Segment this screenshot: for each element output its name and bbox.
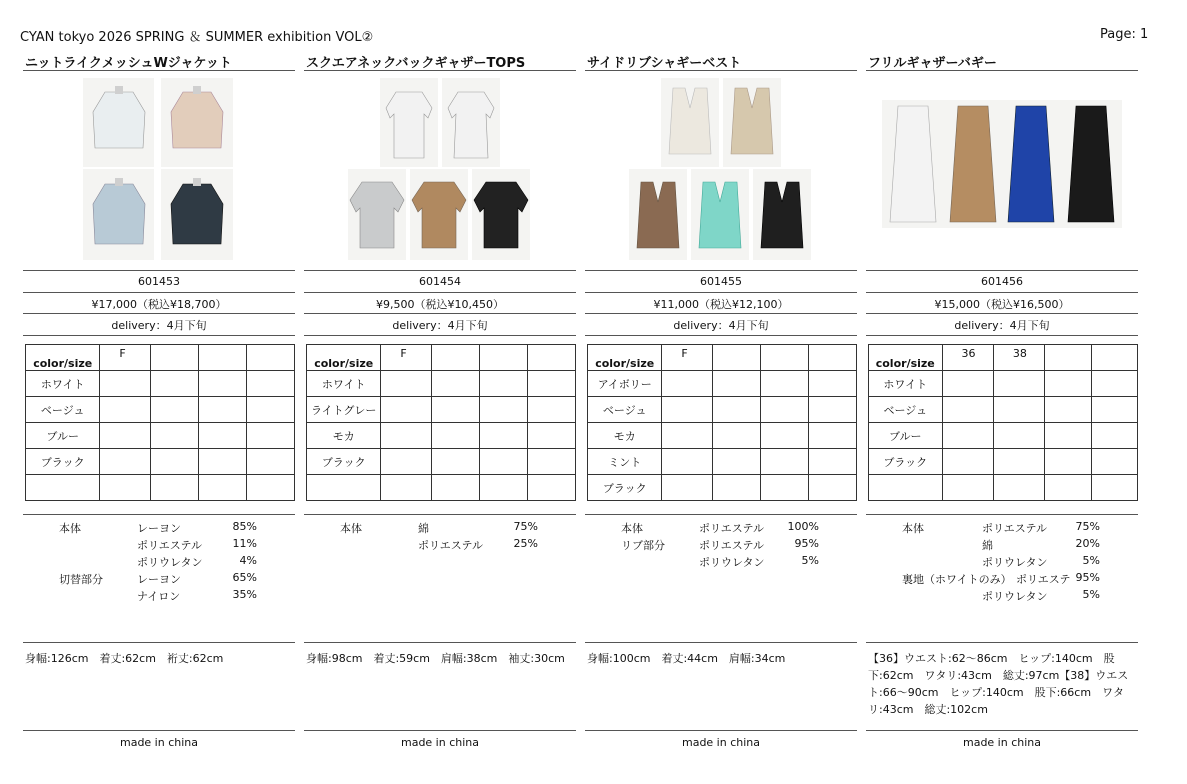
divider [304, 514, 576, 515]
measurements: 身幅:100cm 着丈:44cm 肩幅:34cm [587, 652, 786, 665]
divider [304, 335, 576, 336]
product-title: フリルギャザーバギー [868, 56, 997, 71]
divider [304, 730, 576, 731]
size-header [1045, 345, 1091, 371]
color-size-table [306, 344, 576, 501]
product-code: 601456 [981, 275, 1023, 288]
size-header: F [381, 345, 431, 371]
product-price: ¥17,000（税込¥18,700） [91, 298, 227, 311]
color-label: ベージュ [869, 397, 943, 423]
color-label: ミント [588, 449, 662, 475]
color-label: ベージュ [26, 397, 100, 423]
measurements: 【36】ウエスト:62～86cm ヒップ:140cm 股下:62cm ワタリ:43cm 総丈:97cm【38】ウエスト:66～90cm ヒップ:140cm 股下:66cm ワタリ:43cm 総丈:102cm [868, 652, 1129, 716]
divider [585, 730, 857, 731]
divider [23, 730, 295, 731]
measurements: 身幅:98cm 着丈:59cm 肩幅:38cm 袖丈:30cm [306, 652, 565, 665]
fabric-row: ポリウレタン 4% [137, 554, 257, 569]
product-column-2 [304, 50, 576, 750]
divider [585, 514, 857, 515]
divider [866, 514, 1138, 515]
size-header [431, 345, 479, 371]
divider [23, 313, 295, 314]
divider [304, 642, 576, 643]
color-label: アイボリー [588, 371, 662, 397]
divider [585, 292, 857, 293]
document-title: CYAN tokyo 2026 SPRING ＆ SUMMER exhibition VOL② [20, 30, 374, 45]
pants-blue [1008, 106, 1054, 222]
color-label: ブルー [26, 423, 100, 449]
fabric-composition [23, 520, 295, 605]
size-header: 36 [942, 345, 993, 371]
fabric-row: ナイロン 35% [137, 588, 257, 603]
pants-white [890, 106, 936, 222]
product-title: スクエアネックバックギャザーTOPS [306, 56, 526, 71]
country-of-origin: made in china [119, 736, 198, 749]
product-price: ¥11,000（税込¥12,100） [653, 298, 789, 311]
color-label: モカ [588, 423, 662, 449]
color-label: ホワイト [307, 371, 381, 397]
color-label [869, 475, 943, 501]
fabric-row: 切替部分 レーヨン 65% [59, 571, 257, 586]
delivery: delivery：4月下旬 [111, 319, 207, 332]
product-price: ¥15,000（税込¥16,500） [934, 298, 1070, 311]
color-size-header: color/size [307, 345, 381, 371]
color-label [307, 475, 381, 501]
size-header [527, 345, 575, 371]
color-label [26, 475, 100, 501]
color-size-table [868, 344, 1138, 501]
page-number: Page: 1 [1100, 27, 1149, 42]
divider [23, 642, 295, 643]
size-header [808, 345, 856, 371]
divider [304, 270, 576, 271]
fabric-row: 本体 ポリエステル 100% [621, 520, 819, 535]
color-label: ブラック [869, 449, 943, 475]
size-header: F [100, 345, 150, 371]
color-size-table [25, 344, 295, 501]
divider [23, 335, 295, 336]
size-header: 38 [993, 345, 1044, 371]
color-label: ブラック [307, 449, 381, 475]
size-header [150, 345, 198, 371]
fabric-row: 本体 綿 75% [340, 520, 538, 535]
pants-black [1068, 106, 1114, 222]
color-size-header: color/size [869, 345, 943, 371]
country-of-origin: made in china [962, 736, 1041, 749]
product-photo [348, 78, 532, 260]
color-label: ライトグレー [307, 397, 381, 423]
divider [585, 70, 857, 71]
product-title: ニットライクメッシュWジャケット [25, 56, 232, 71]
color-label: ブルー [869, 423, 943, 449]
divider [866, 292, 1138, 293]
fabric-row: 綿 20% [982, 537, 1100, 552]
product-code: 601454 [419, 275, 461, 288]
fabric-row: ポリエステル 11% [137, 537, 257, 552]
product-photo [882, 100, 1122, 228]
divider [23, 270, 295, 271]
product-photo [83, 78, 235, 260]
size-header [1091, 345, 1137, 371]
divider [585, 642, 857, 643]
fabric-row: 本体 レーヨン 85% [59, 520, 257, 535]
divider [585, 313, 857, 314]
divider [23, 292, 295, 293]
country-of-origin: made in china [400, 736, 479, 749]
color-size-header: color/size [26, 345, 100, 371]
product-column-1 [23, 50, 295, 750]
divider [304, 292, 576, 293]
product-price: ¥9,500（税込¥10,450） [376, 298, 504, 311]
color-label: ブラック [588, 475, 662, 501]
fabric-row: 裏地（ホワイトのみ） ポリエステ 95% [902, 571, 1100, 586]
size-header: F [662, 345, 712, 371]
country-of-origin: made in china [681, 736, 760, 749]
divider [23, 70, 295, 71]
fabric-row: リブ部分 ポリエステル 95% [621, 537, 819, 552]
fabric-row: ポリウレタン 5% [982, 588, 1100, 603]
divider [304, 313, 576, 314]
fabric-composition [304, 520, 576, 554]
size-header [479, 345, 527, 371]
measurements: 身幅:126cm 着丈:62cm 裄丈:62cm [25, 652, 224, 665]
product-column-4 [866, 50, 1138, 750]
fabric-row: ポリエステル 25% [418, 537, 538, 552]
color-size-header: color/size [588, 345, 662, 371]
divider [23, 514, 295, 515]
delivery: delivery：4月下旬 [673, 319, 769, 332]
divider [866, 270, 1138, 271]
color-size-table [587, 344, 857, 501]
color-label: ベージュ [588, 397, 662, 423]
product-code: 601453 [138, 275, 180, 288]
size-header [760, 345, 808, 371]
divider [585, 270, 857, 271]
divider [866, 70, 1138, 71]
color-label: モカ [307, 423, 381, 449]
color-label: ホワイト [26, 371, 100, 397]
divider [585, 335, 857, 336]
fabric-composition [866, 520, 1138, 605]
color-label: ブラック [26, 449, 100, 475]
fabric-row: ポリウレタン 5% [699, 554, 819, 569]
size-header [198, 345, 246, 371]
fabric-composition [585, 520, 857, 571]
delivery: delivery：4月下旬 [954, 319, 1050, 332]
product-photo [629, 78, 813, 260]
size-header [246, 345, 294, 371]
divider [866, 642, 1138, 643]
divider [866, 335, 1138, 336]
delivery: delivery：4月下旬 [392, 319, 488, 332]
divider [304, 70, 576, 71]
divider [866, 730, 1138, 731]
product-column-3 [585, 50, 857, 750]
product-title: サイドリブシャギーベスト [587, 56, 742, 71]
divider [866, 313, 1138, 314]
product-code: 601455 [700, 275, 742, 288]
pants-beige [950, 106, 996, 222]
fabric-row: ポリウレタン 5% [982, 554, 1100, 569]
size-header [712, 345, 760, 371]
color-label: ホワイト [869, 371, 943, 397]
fabric-row: 本体 ポリエステル 75% [902, 520, 1100, 535]
